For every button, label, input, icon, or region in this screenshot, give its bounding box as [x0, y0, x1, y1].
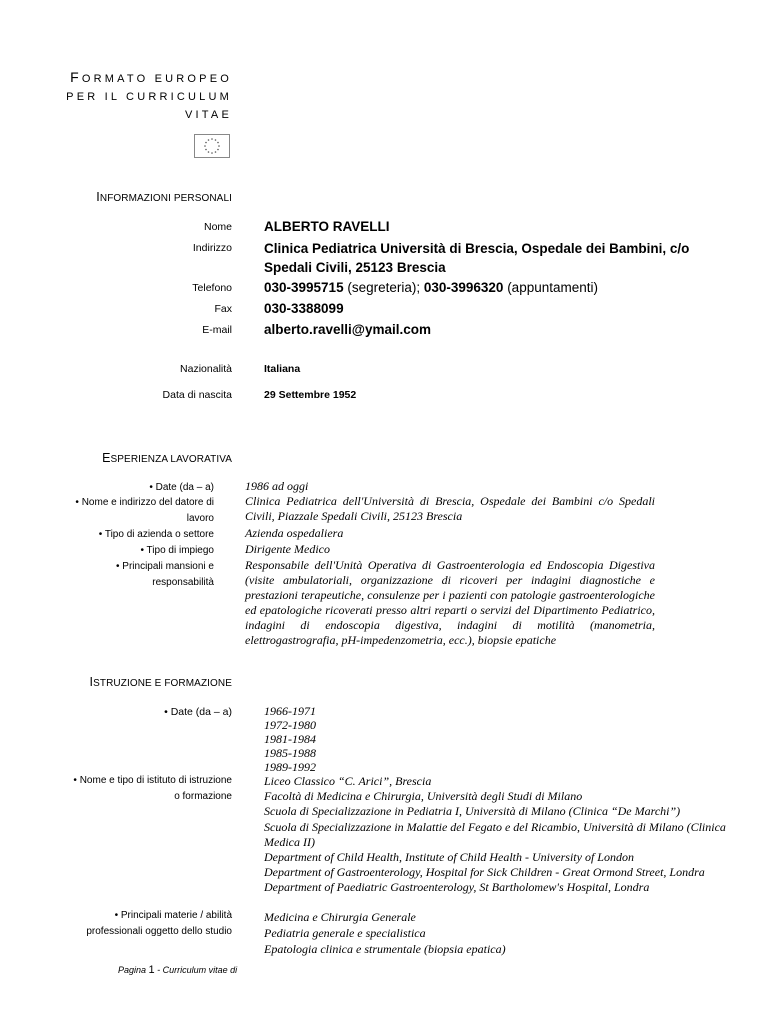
nationality-value: Italiana	[264, 363, 301, 375]
institute-item: Department of Gastroenterology, Hospital for Sick Children - Great Ormond Street, Londra	[264, 865, 705, 880]
subject-item: Medicina e Chirurgia Generale	[264, 910, 416, 924]
cv-title-line-3: VITAE	[185, 109, 232, 121]
fax-value: 030-3388099	[264, 301, 344, 316]
education-dates-list	[264, 704, 734, 774]
job-type-value: Dirigente Medico	[245, 542, 330, 556]
address-label: Indirizzo	[192, 242, 232, 254]
birth-date-value: 29 Settembre 1952	[264, 389, 357, 401]
name-value: ALBERTO RAVELLI	[264, 219, 390, 234]
institute-item: Scuola di Specializzazione in Malattie del Fegato e del Ricambio, Università di Milano (Clinica Medica II)	[264, 819, 726, 849]
section-personal-info: INFORMAZIONI PERSONALI	[96, 190, 232, 204]
subjects-list	[264, 909, 734, 957]
education-dates-label: • Date (da – a)	[164, 706, 232, 718]
page-footer: Pagina 1 - Curriculum vitae di	[118, 964, 238, 976]
phone-label: Telefono	[192, 282, 232, 294]
education-date: 1972-1980	[264, 718, 316, 732]
education-date: 1985-1988	[264, 746, 316, 760]
education-date: 1981-1984	[264, 732, 316, 746]
cv-title-line-2: PER IL CURRICULUM	[66, 91, 232, 103]
education-date: 1966-1971	[264, 704, 316, 718]
email-value: alberto.ravelli@ymail.com	[264, 322, 431, 337]
birth-date-label: Data di nascita	[162, 389, 232, 401]
job-type-label: • Tipo di impiego	[140, 545, 214, 556]
cv-title	[66, 68, 232, 124]
duties-value: Responsabile dell'Unità Operativa di Gastroenterologia ed Endoscopia Digestiva (visite ambulatoriali, organizzazione di ricoveri per indagini diagnostiche e prestazioni terapeutiche, consulenze per i pazienti con patologie gastroenterologiche ed epatologiche ricoverati presso altri reparti o servizi del Dipartimento Pediatrico, indagini di endoscopia digestiva, indagini di motilità (manometria, elettrogastrografia, pH-impedenzometria, ecc.), biopsie epatiche	[245, 558, 655, 647]
section-work-experience: ESPERIENZA LAVORATIVA	[102, 451, 232, 465]
education-date: 1989-1992	[264, 760, 316, 774]
institute-item: Scuola di Specializzazione in Pediatria I, Università di Milano (Clinica “De Marchi”)	[264, 804, 681, 819]
eu-flag-icon	[194, 134, 230, 158]
sector-label: • Tipo di azienda o settore	[98, 529, 214, 540]
fax-label: Fax	[214, 303, 232, 315]
subject-item: Pediatria generale e specialistica	[264, 926, 426, 940]
institutes-list	[264, 774, 734, 896]
subject-item: Epatologia clinica e strumentale (biopsia epatica)	[264, 942, 506, 956]
section-education: ISTRUZIONE E FORMAZIONE	[89, 675, 232, 689]
nationality-label: Nazionalità	[180, 363, 232, 375]
name-label: Nome	[203, 221, 232, 233]
institute-item: Liceo Classico “C. Arici”, Brescia	[264, 774, 432, 788]
employer-value: Clinica Pediatrica dell'Università di Brescia, Ospedale dei Bambini c/o Spedali Civili, Piazzale Spedali Civili, 25123 Brescia	[245, 494, 655, 523]
phone-number-2: 030-3996320	[423, 280, 504, 295]
sector-value: Azienda ospedaliera	[245, 526, 344, 540]
subjects-label: • Principali materie / abilità professionali oggetto dello studio	[86, 910, 232, 937]
page-number: 1	[148, 964, 155, 976]
institute-label: • Nome e tipo di istituto di istruzione o formazione	[73, 775, 232, 802]
work-dates-label: • Date (da – a)	[149, 482, 214, 493]
address-value: Clinica Pediatrica Università di Brescia, Ospedale dei Bambini, c/o Spedali Civili, 25123 Brescia	[264, 241, 690, 275]
work-dates-value: 1986 ad oggi	[245, 479, 309, 493]
phone-note-1: (segreteria);	[343, 280, 424, 295]
duties-label: • Principali mansioni e responsabilità	[116, 561, 214, 588]
employer-label: • Nome e indirizzo del datore di lavoro	[75, 497, 214, 524]
institute-item: Department of Paediatric Gastroenterology, St Bartholomew's Hospital, Londra	[264, 880, 650, 895]
phone-note-2: (appuntamenti)	[503, 280, 598, 295]
phone-value	[264, 280, 598, 295]
institute-item: Facoltà di Medicina e Chirurgia, Università degli Studi di Milano	[264, 789, 583, 804]
email-label: E-mail	[202, 324, 232, 336]
institute-item: Department of Child Health, Institute of Child Health - University of London	[264, 850, 634, 865]
cv-title-line-1: FORMATO EUROPEO	[70, 69, 232, 85]
phone-number-1: 030-3995715	[264, 280, 344, 295]
